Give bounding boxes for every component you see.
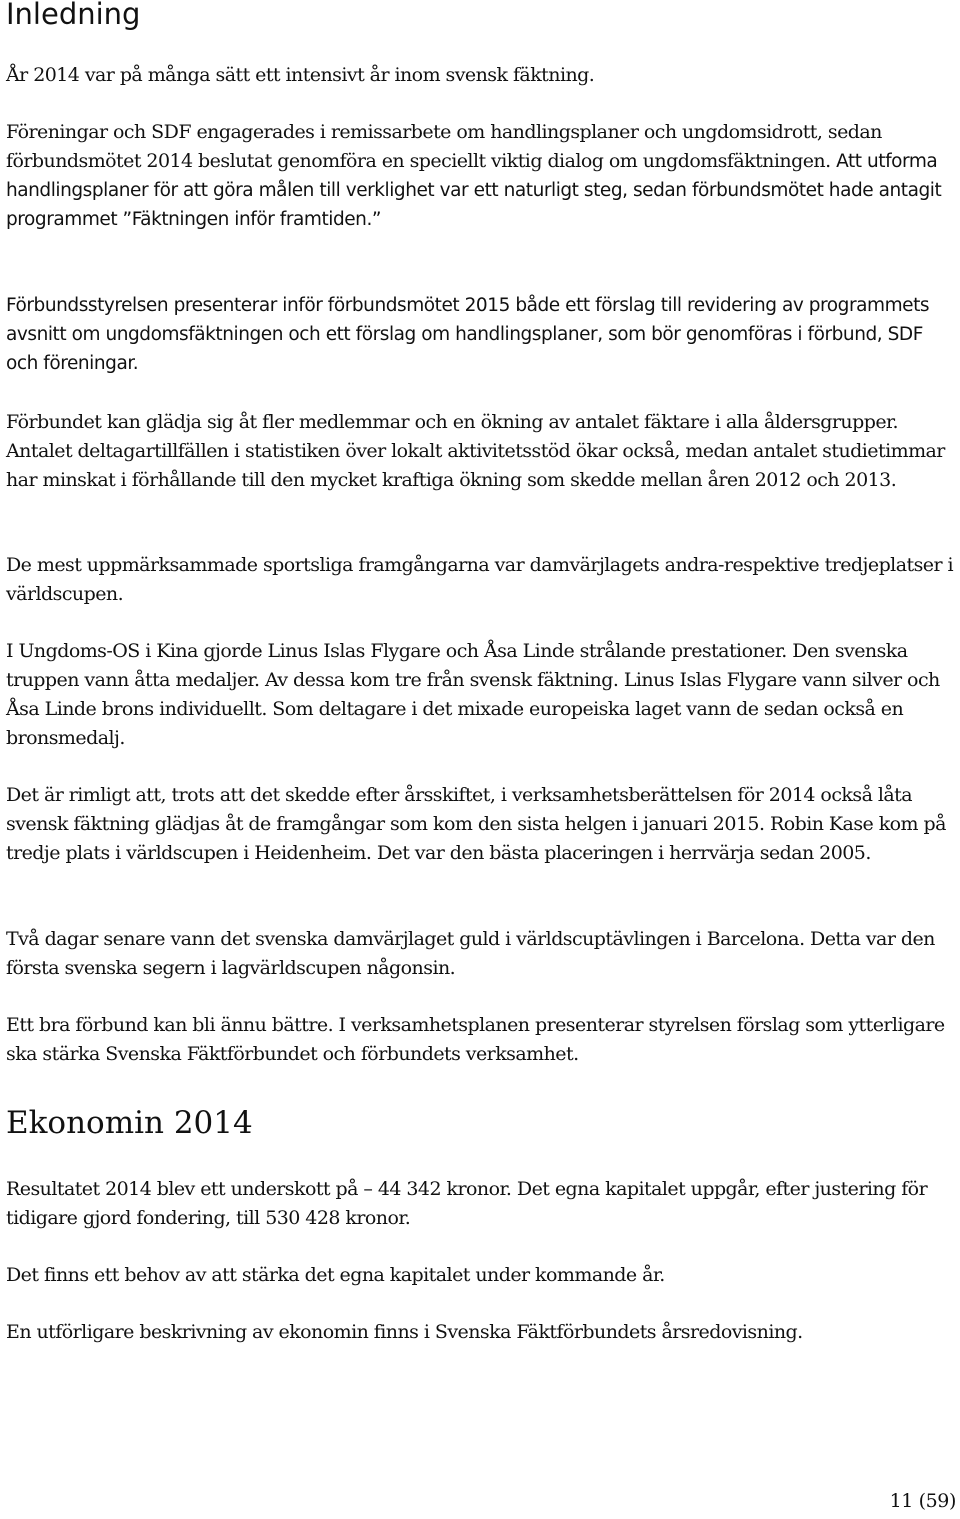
economy-paragraph-1: Resultatet 2014 blev ett underskott på – 44 342 kronor. Det egna kapitalet uppgår, efter justering för tidigare gjord fondering, till 530 428 kronor. bbox=[6, 1178, 928, 1229]
intro-paragraph-8: Två dagar senare vann det svenska damvärjlaget guld i världscuptävlingen i Barcelona. Detta var den första svenska segern i lagvärldscupen någonsin. bbox=[6, 928, 935, 979]
economy-paragraph-3: En utförligare beskrivning av ekonomin finns i Svenska Fäktförbundets årsredovisning. bbox=[6, 1321, 803, 1343]
intro-paragraph-1: År 2014 var på många sätt ett intensivt år inom svensk fäktning. bbox=[6, 64, 595, 86]
intro-paragraph-5: De mest uppmärksammade sportsliga framgångarna var damvärjlagets andra-respektive tredjeplatser i världscupen. bbox=[6, 554, 954, 605]
page-number: 11 (59) bbox=[889, 1490, 956, 1512]
intro-paragraph-3: Förbundsstyrelsen presenterar inför förbundsmötet 2015 både ett förslag till revidering av programmets avsnitt om ungdomsfäktningen och ett förslag om handlingsplaner, som bör genomföras i förbund, SDF och föreningar. bbox=[6, 295, 930, 374]
intro-paragraph-7: Det är rimligt att, trots att det skedde efter årsskiftet, i verksamhetsberättelsen för 2014 också låta svensk fäktning glädjas åt de framgångar som kom den sista helgen i januari 2015. Robin Kase kom på tredje plats i världscupen i Heidenheim. Det var den bästa placeringen i herrvärja sedan 2005. bbox=[6, 784, 946, 864]
intro-paragraph-2-sans: Att utforma handlingsplaner för att göra målen till verklighet var ett naturligt steg, sedan förbundsmötet hade antagit programmet ”Fäktningen inför framtiden.” bbox=[6, 151, 942, 230]
intro-paragraph-2-serif: Föreningar och SDF engagerades i remissarbete om handlingsplaner och ungdomsidrott, sedan förbundsmötet 2014 beslutat genomföra en speciellt viktig dialog om ungdomsfäktningen. bbox=[6, 121, 882, 172]
section-heading-intro: Inledning bbox=[6, 0, 141, 31]
intro-paragraph-9: Ett bra förbund kan bli ännu bättre. I verksamhetsplanen presenterar styrelsen förslag som ytterligare ska stärka Svenska Fäktförbundet och förbundets verksamhet. bbox=[6, 1014, 945, 1065]
section-heading-economy: Ekonomin 2014 bbox=[6, 1105, 253, 1141]
intro-paragraph-4: Förbundet kan glädja sig åt fler medlemmar och en ökning av antalet fäktare i alla åldersgrupper. Antalet deltagartillfällen i statistiken över lokalt aktivitetsstöd ökar också, medan antalet studietimmar har minskat i förhållande till den mycket kraftiga ökning som skedde mellan åren 2012 och 2013. bbox=[6, 411, 945, 491]
intro-paragraph-6: I Ungdoms-OS i Kina gjorde Linus Islas Flygare och Åsa Linde strålande prestationer. Den svenska truppen vann åtta medaljer. Av dessa kom tre från svensk fäktning. Linus Islas Flygare vann silver och Åsa Linde brons individuellt. Som deltagare i det mixade europeiska laget vann de sedan också en bronsmedalj. bbox=[6, 640, 940, 749]
intro-paragraph-2 bbox=[6, 118, 958, 234]
economy-paragraph-2: Det finns ett behov av att stärka det egna kapitalet under kommande år. bbox=[6, 1264, 665, 1286]
